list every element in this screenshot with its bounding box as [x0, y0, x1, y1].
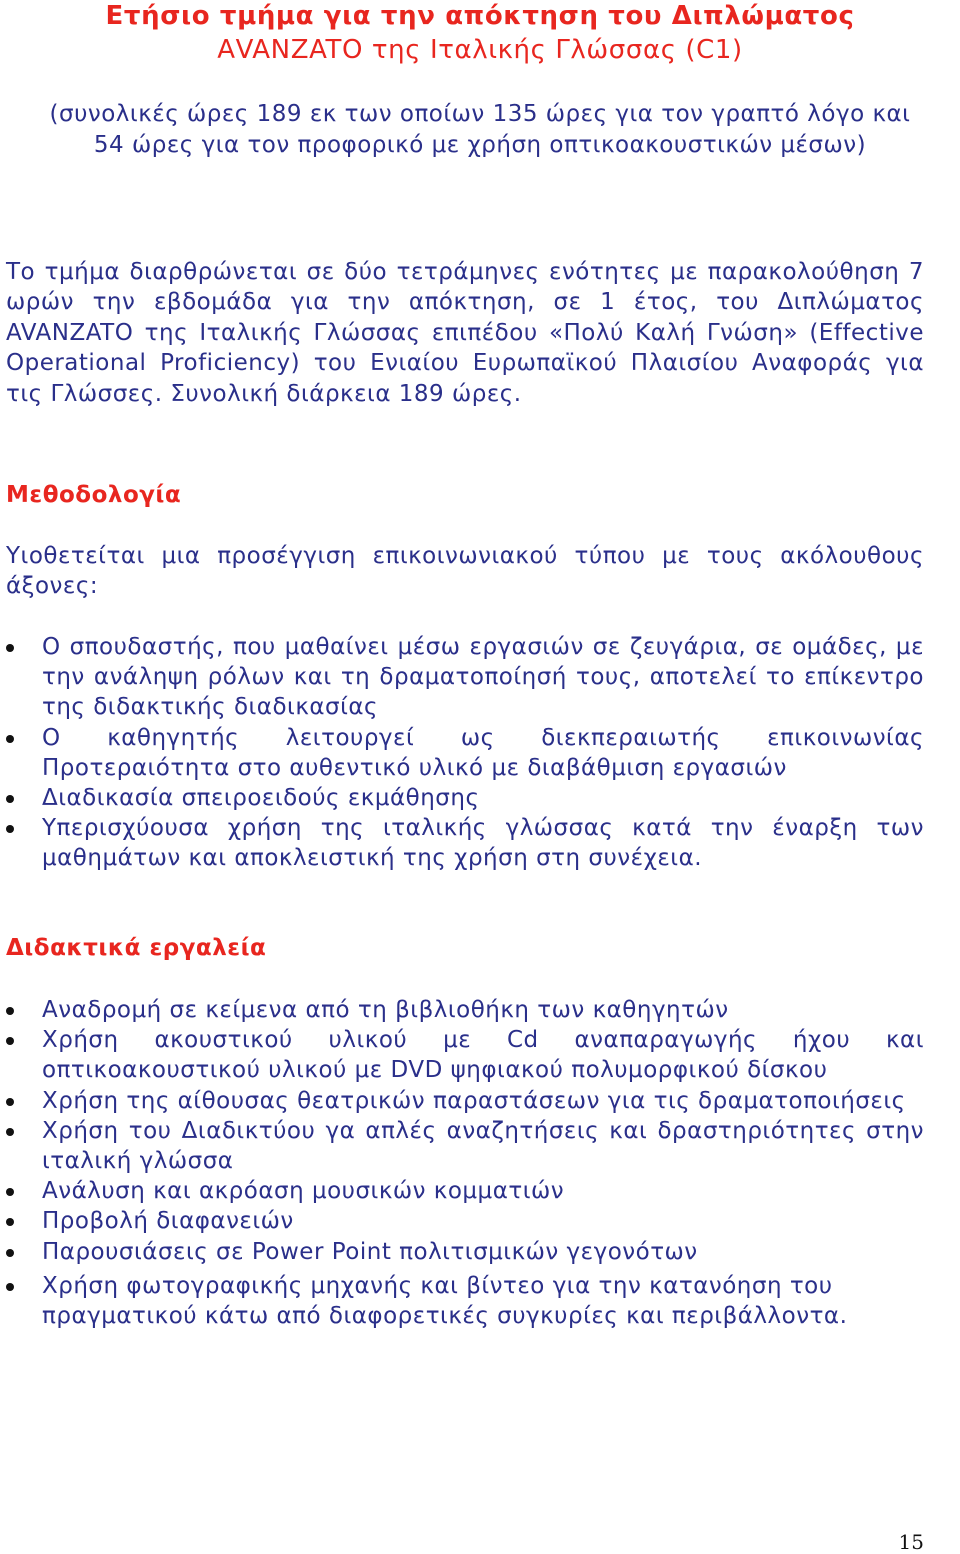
list-item	[0, 1237, 924, 1267]
list-item	[0, 723, 924, 783]
list-item-text: Ανάλυση και ακρόαση μουσικών κομματιών	[42, 1178, 565, 1205]
bullet-icon	[6, 735, 14, 743]
list-item-text: Χρήση της αίθουσας θεατρικών παραστάσεων για τις δραματοποιήσεις	[42, 1087, 906, 1114]
bullet-icon	[6, 795, 14, 803]
bullet-icon	[6, 1249, 14, 1257]
bullet-icon	[6, 1007, 14, 1015]
title-line-2: ΑVANZATO της Ιταλικής Γλώσσας (C1)	[217, 35, 743, 65]
methodology-list	[0, 632, 924, 874]
bullet-icon	[6, 1128, 14, 1136]
bullet-icon	[6, 1098, 14, 1106]
list-item-text: Παρουσιάσεις σε Power Point πολιτισμικών γεγονότων	[42, 1238, 698, 1265]
list-item-text: Χρήση φωτογραφικής μηχανής και βίντεο για την κατανόηση του πραγματικού κάτω από διαφορετικές συγκυρίες και περιβάλλοντα.	[42, 1272, 848, 1330]
list-item	[0, 783, 924, 813]
bullet-icon	[6, 1218, 14, 1226]
list-item	[0, 995, 924, 1025]
bullet-icon	[6, 1283, 14, 1291]
subtitle-hours: (συνολικές ώρες 189 εκ των οποίων 135 ώρες για τον γραπτό λόγο και 54 ώρες για τον προφορικό με χρήση οπτικοακουστικών μέσων)	[49, 101, 911, 158]
bullet-icon	[6, 1037, 14, 1045]
list-item	[0, 1086, 924, 1116]
title-line-1: Ετήσιο τμήμα για την απόκτηση του Διπλώματος	[105, 1, 855, 31]
list-item-text: Ο σπουδαστής, που μαθαίνει μέσω εργασιών σε ζευγάρια, σε ομάδες, με την ανάληψη ρόλων και τη δραματοποίησή τους, αποτελεί το επίκεντρο της διδακτικής διαδικασίας	[42, 634, 924, 721]
list-item	[0, 813, 924, 873]
methodology-intro: Υιοθετείται μια προσέγγιση επικοινωνιακού τύπου με τους ακόλουθους άξονες:	[6, 543, 924, 600]
bullet-icon	[6, 825, 14, 833]
list-item	[0, 1206, 924, 1236]
list-item	[0, 632, 924, 723]
list-item	[0, 1116, 924, 1176]
list-item-text: Χρήση ακουστικού υλικού με Cd αναπαραγωγής ήχου και οπτικοακουστικού υλικού με DVD ψηφιακού πολυμορφικού δίσκου	[42, 1027, 924, 1084]
list-item	[0, 1271, 924, 1331]
bullet-icon	[6, 1188, 14, 1196]
tools-heading: Διδακτικά εργαλεία	[6, 935, 267, 961]
bullet-icon	[6, 644, 14, 652]
list-item	[0, 1025, 924, 1085]
list-item-text: Ο καθηγητής λειτουργεί ως διεκπεραιωτής επικοινωνίας Προτεραιότητα στο αυθεντικό υλικό με διαβάθμιση εργασιών	[42, 724, 924, 781]
list-item-text: Προβολή διαφανειών	[42, 1208, 294, 1235]
list-item	[0, 1176, 924, 1206]
list-item-text: Υπερισχύουσα χρήση της ιταλικής γλώσσας κατά την έναρξη των μαθημάτων και αποκλειστική της χρήση στη συνέχεια.	[42, 815, 924, 872]
tools-list	[0, 995, 924, 1331]
page-number: 15	[898, 1530, 924, 1554]
list-item-text: Διαδικασία σπειροειδούς εκμάθησης	[42, 785, 480, 812]
methodology-heading: Μεθοδολογία	[6, 482, 182, 508]
list-item-text: Αναδρομή σε κείμενα από τη βιβλιοθήκη των καθηγητών	[42, 997, 729, 1023]
intro-paragraph: Το τμήμα διαρθρώνεται σε δύο τετράμηνες ενότητες με παρακολούθηση 7 ωρών την εβδομάδα για την απόκτηση, σε 1 έτος, του Διπλώματος AVANZATO της Ιταλικής Γλώσσας επιπέδου «Πολύ Καλή Γνώση» (Effective Operational Proficiency) του Ενιαίου Ευρωπαϊκού Πλαισίου Αναφοράς για τις Γλώσσες. Συνολική διάρκεια 189 ώρες.	[6, 259, 924, 407]
list-item-text: Χρήση του Διαδικτύου γα απλές αναζητήσεις και δραστηριότητες στην ιταλική γλώσσα	[42, 1117, 924, 1175]
